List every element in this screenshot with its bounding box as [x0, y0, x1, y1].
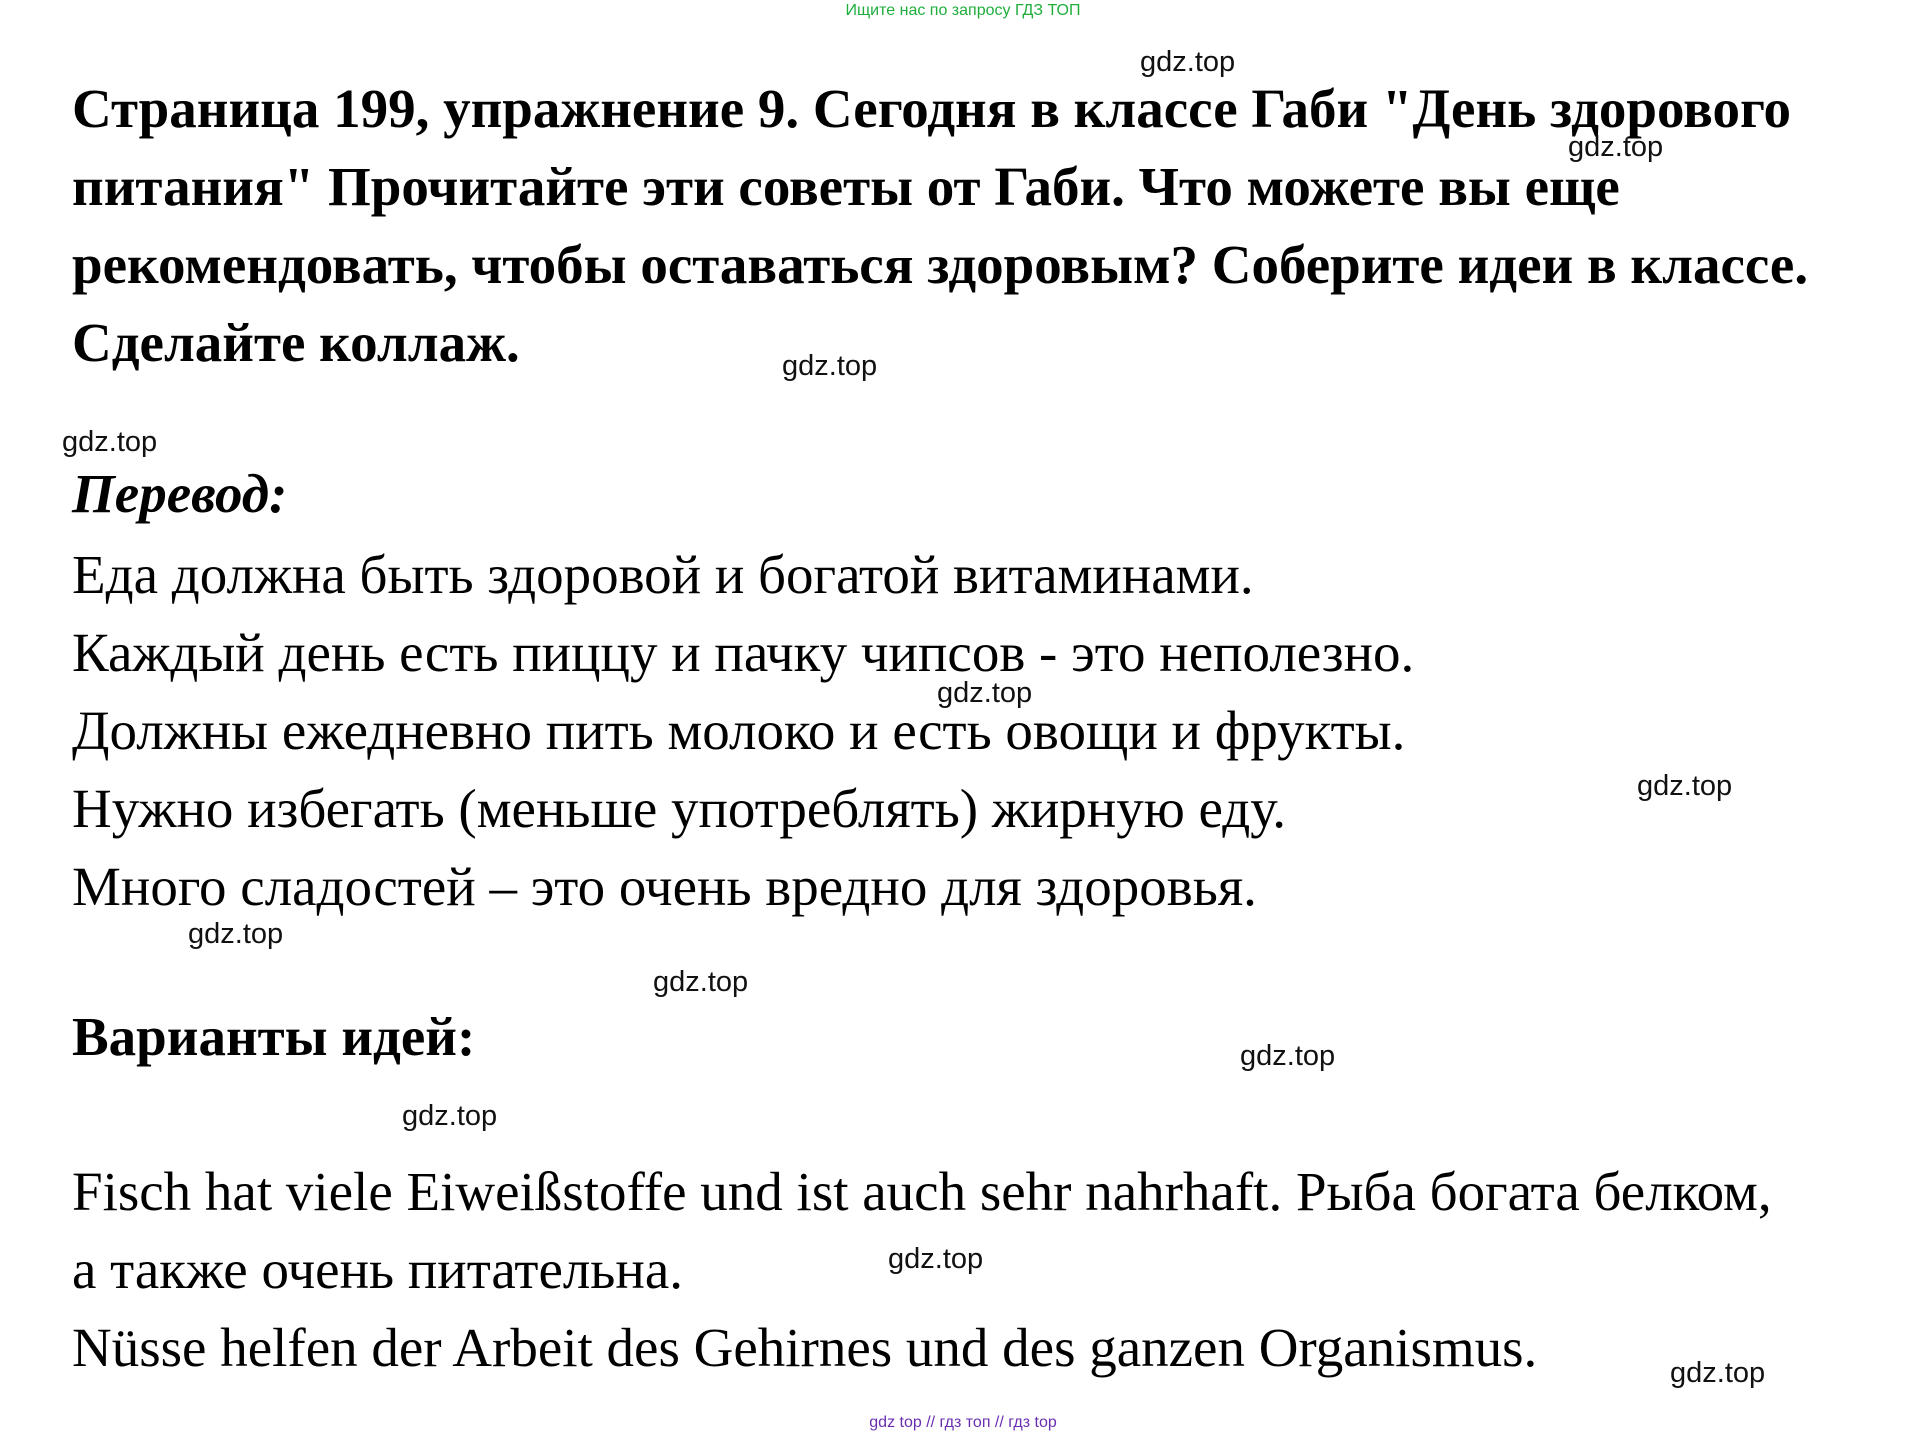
watermark: gdz.top: [1240, 1040, 1336, 1072]
watermark: gdz.top: [1568, 131, 1664, 163]
bottom-banner: gdz top // гдз топ // гдз top: [869, 1414, 1057, 1431]
idea-line: а также очень питательна.: [72, 1239, 683, 1300]
ideas-title: Варианты идей:: [72, 1006, 476, 1067]
watermark: gdz.top: [782, 350, 878, 382]
watermark: gdz.top: [1670, 1357, 1766, 1389]
translation-line: Еда должна быть здоровой и богатой витаминами.: [72, 544, 1254, 605]
watermark: gdz.top: [402, 1100, 498, 1132]
watermark: gdz.top: [1140, 46, 1236, 78]
translation-line: Должны ежедневно пить молоко и есть овощи и фрукты.: [72, 700, 1406, 761]
translation-line: Много сладостей – это очень вредно для здоровья.: [72, 856, 1257, 917]
watermark: gdz.top: [188, 918, 284, 950]
translation-line: Каждый день есть пиццу и пачку чипсов - это неполезно.: [72, 622, 1415, 683]
top-banner: Ищите нас по запросу ГДЗ ТОП: [845, 2, 1081, 19]
idea-line: Fisch hat viele Eiweißstoffe und ist auch sehr nahrhaft. Рыба богата белком,: [72, 1161, 1772, 1222]
translation-title: Перевод:: [72, 463, 288, 524]
idea-line: Nüsse helfen der Arbeit des Gehirnes und des ganzen Organismus.: [72, 1317, 1538, 1378]
watermark: gdz.top: [1637, 770, 1733, 802]
watermark: gdz.top: [888, 1243, 984, 1275]
watermark: gdz.top: [937, 677, 1033, 709]
watermark: gdz.top: [62, 426, 158, 458]
page-title: Страница 199, упражнение 9. Сегодня в классе Габи "День здорового питания" Прочитайте эти советы от Габи. Что можете вы еще рекомендовать, чтобы оставаться здоровым? Соберите идеи в классе. Сделайте коллаж.: [72, 78, 1809, 373]
translation-line: Нужно избегать (меньше употреблять) жирную еду.: [72, 778, 1286, 839]
watermark: gdz.top: [653, 966, 749, 998]
